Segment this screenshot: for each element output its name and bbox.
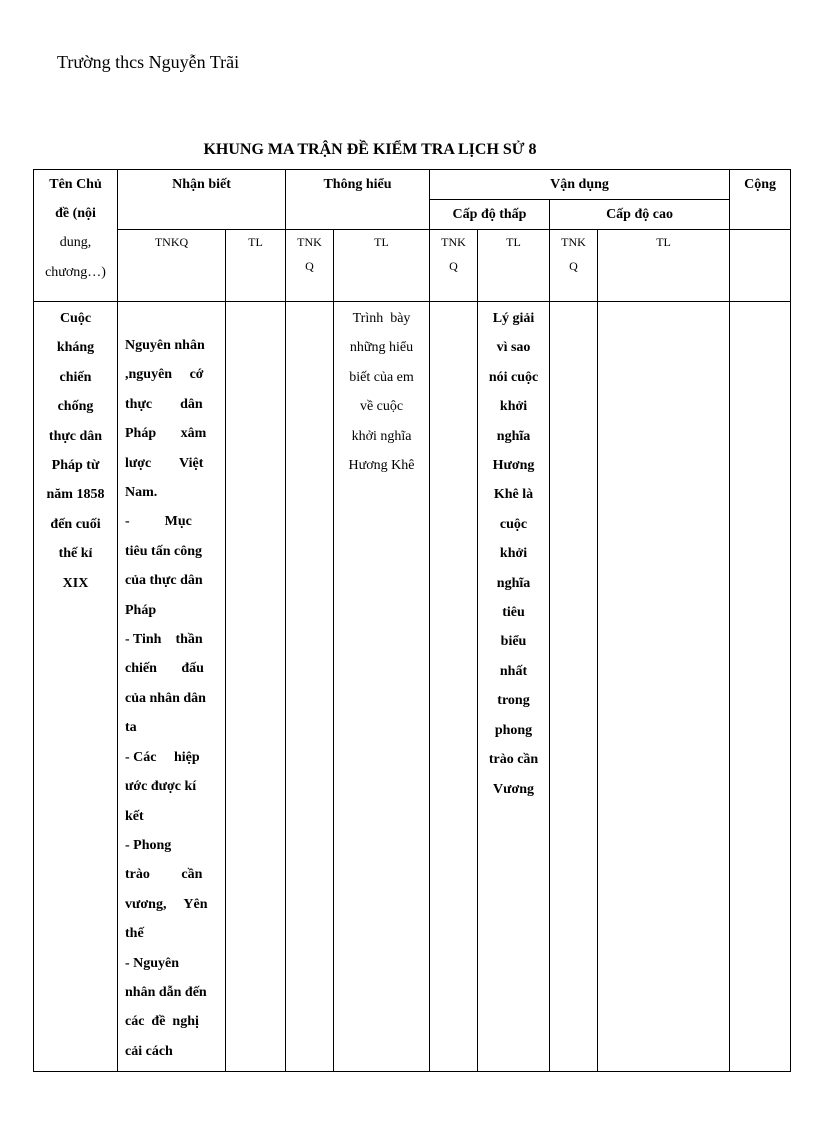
- low-line-2: vì sao: [496, 340, 531, 356]
- header-low: Cấp độ thấp: [430, 200, 550, 230]
- sub-tl-4: TL: [598, 230, 730, 302]
- recognize-line-24: các đề nghị: [125, 1014, 199, 1030]
- recognize-line-13: của nhân dân: [125, 690, 206, 706]
- sub-tnkq-4: [550, 230, 598, 302]
- topic-line-10: XIX: [62, 575, 89, 591]
- row1-recognize-tl: [226, 302, 286, 1072]
- sub-tnkq: TNKQ: [118, 230, 226, 302]
- low-line-12: biểu: [500, 634, 527, 650]
- recognize-line-20: vương, Yên: [125, 896, 208, 912]
- row1-topic: [34, 302, 118, 1072]
- sub-q-4: Q: [569, 259, 578, 273]
- low-line-16: trào cần: [488, 752, 539, 768]
- row1-understand-tnkq: [286, 302, 334, 1072]
- recognize-line-14: ta: [125, 720, 137, 736]
- sub-tnkq-2: [286, 230, 334, 302]
- matrix-table: [33, 169, 791, 1072]
- low-line-17: Vương: [492, 781, 535, 797]
- row1-high-tnkq: [550, 302, 598, 1072]
- topic-line-9: thế kỉ: [58, 546, 93, 562]
- row1-topic-lines: [34, 304, 117, 598]
- low-line-15: phong: [494, 722, 533, 738]
- topic-line-5: thực dân: [48, 428, 103, 444]
- row1-recognize: [118, 302, 226, 1072]
- sub-q-2: Q: [305, 259, 314, 273]
- low-line-5: nghĩa: [496, 428, 531, 444]
- recognize-line-17: kết: [125, 808, 144, 824]
- sub-tnkq-3: [430, 230, 478, 302]
- recognize-line-10: Pháp: [125, 602, 157, 618]
- sub-tnk-2: TNK: [297, 235, 322, 249]
- header-high: Cấp độ cao: [550, 200, 730, 230]
- recognize-line-12: chiến đấu: [125, 661, 204, 677]
- recognize-line-3: thực dân: [125, 396, 203, 412]
- understand-line-2: những hiểu: [349, 340, 414, 356]
- low-line-11: tiêu: [502, 605, 525, 621]
- recognize-line-11: - Tinh thần: [125, 632, 203, 648]
- low-line-1: Lý giải: [492, 311, 535, 326]
- understand-line-6: Hương Khê: [348, 458, 415, 474]
- low-line-4: khởi: [499, 399, 528, 415]
- recognize-line-9: của thực dân: [125, 573, 203, 589]
- topic-line-3: chiến: [59, 369, 92, 385]
- header-recognize: Nhận biết: [118, 170, 286, 230]
- sub-tl-2: TL: [334, 230, 430, 302]
- topic-line-8: đến cuối: [50, 516, 101, 532]
- title-text: KHUNG MA TRẬN ĐỀ KIỂM TRA LỊCH SỬ 8: [203, 141, 537, 158]
- topic-line-4: chương…): [45, 265, 106, 280]
- low-line-13: nhất: [499, 663, 528, 679]
- topic-line-2: đề (nội: [55, 206, 96, 221]
- sub-tl-3: TL: [478, 230, 550, 302]
- row1-recognize-lines: [125, 331, 217, 1066]
- recognize-line-1: Nguyên nhân: [125, 338, 205, 353]
- recognize-line-23: nhân dẫn đến: [125, 984, 207, 1000]
- low-line-8: cuộc: [499, 516, 528, 532]
- recognize-line-5: lược Việt: [125, 455, 204, 471]
- recognize-line-6: Nam.: [125, 485, 158, 501]
- low-line-14: trong: [497, 693, 530, 709]
- header-understand: Thông hiểu: [286, 170, 430, 230]
- recognize-line-25: cải cách: [125, 1043, 173, 1059]
- row1-total: [730, 302, 791, 1072]
- low-line-10: nghĩa: [496, 575, 531, 591]
- row1-low-lines: [478, 304, 549, 804]
- understand-line-3: biết của em: [349, 369, 414, 385]
- page-title: [0, 141, 740, 159]
- topic-line-4: chống: [57, 399, 94, 415]
- topic-line-2: kháng: [56, 340, 95, 356]
- topic-line-7: năm 1858: [46, 487, 105, 503]
- school-name: Trường thcs Nguyễn Trãi: [57, 52, 240, 72]
- topic-line-1: Cuộc: [59, 311, 92, 326]
- header-apply: Vận dụng: [430, 170, 730, 200]
- recognize-line-15: - Các hiệp: [125, 749, 200, 765]
- sub-q-3: Q: [449, 259, 458, 273]
- understand-line-4: về cuộc: [359, 399, 404, 415]
- row1-low: [478, 302, 550, 1072]
- low-line-7: Khê là: [493, 487, 534, 503]
- recognize-line-4: Pháp xâm: [125, 426, 207, 442]
- row1-understand-lines: [334, 304, 429, 480]
- sub-total-empty: [730, 230, 791, 302]
- topic-line-3: dung,: [59, 235, 92, 250]
- header-total: Cộng: [730, 170, 791, 230]
- header-topic: [34, 170, 118, 302]
- recognize-line-21: thế: [125, 926, 144, 942]
- row1-high-tl: [598, 302, 730, 1072]
- low-line-9: khởi: [499, 546, 528, 562]
- row1-understand: [334, 302, 430, 1072]
- recognize-line-2: ,nguyên cớ: [125, 367, 204, 383]
- topic-line-1: Tên Chủ: [49, 177, 102, 192]
- recognize-line-16: ước được kí: [125, 779, 197, 795]
- recognize-line-8: tiêu tấn công: [125, 543, 202, 559]
- low-line-6: Hương: [492, 458, 535, 474]
- row1-low-tnkq: [430, 302, 478, 1072]
- sub-tnk-4: TNK: [561, 235, 586, 249]
- topic-line-6: Pháp từ: [51, 458, 100, 474]
- recognize-line-7: - Mục: [125, 514, 192, 530]
- sub-tl-1: TL: [226, 230, 286, 302]
- recognize-line-19: trào cần: [125, 867, 203, 883]
- recognize-line-22: - Nguyên: [125, 955, 180, 971]
- recognize-line-18: - Phong: [125, 837, 172, 853]
- understand-line-1: Trình bày: [352, 311, 411, 326]
- low-line-3: nói cuộc: [488, 369, 539, 385]
- understand-line-5: khởi nghĩa: [351, 428, 412, 444]
- sub-tnk-3: TNK: [441, 235, 466, 249]
